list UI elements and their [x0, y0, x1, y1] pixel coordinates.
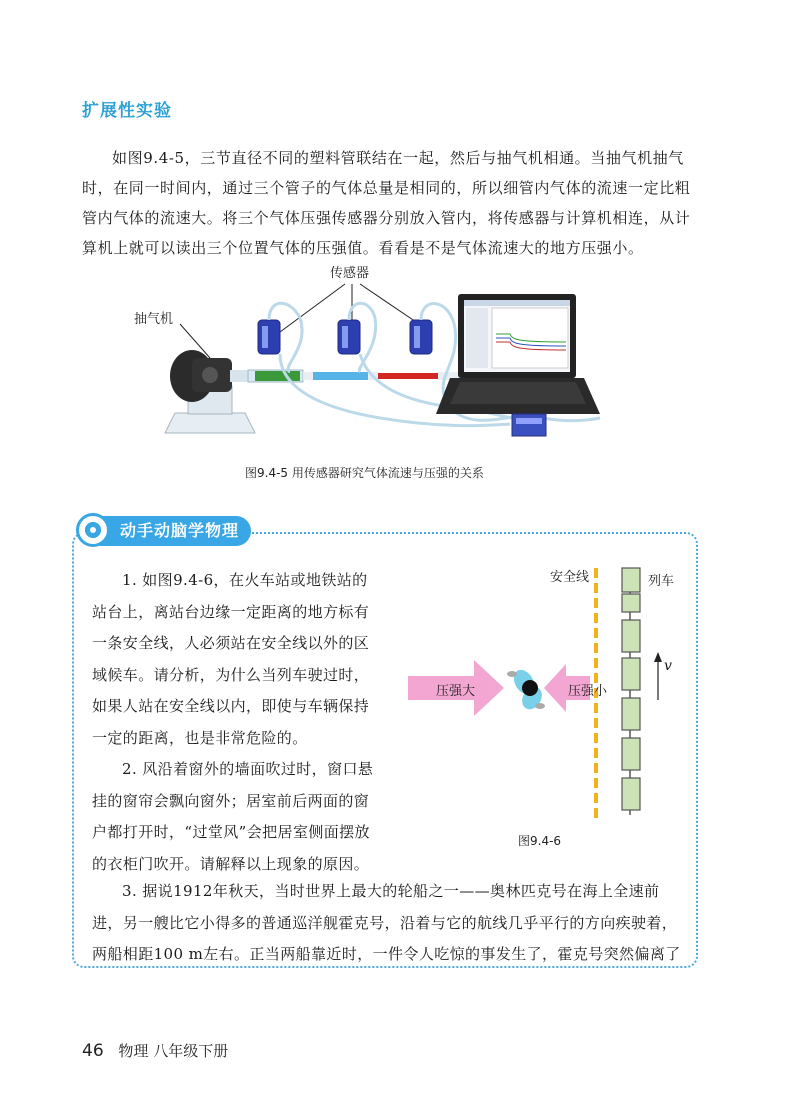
- high-pressure-label: 压强大: [436, 684, 476, 699]
- figure-caption-9-4-6: 图9.4-6: [518, 834, 562, 848]
- figure-caption-9-4-5: 图9.4-5 用传感器研究气体流速与压强的关系: [245, 466, 484, 480]
- exercise-box-title: 动手动脑学物理: [120, 521, 240, 540]
- question-1: 1. 如图9.4-6，在火车站或地铁站的站台上，离站台边缘一定距离的地方标有一条安全线，人必须站在安全线以外的区域候车。请分析，为什么当列车驶过时，如果人站在安全线以内，即使与车辆保持一定的距离，也是非常危险的。: [92, 571, 370, 747]
- low-pressure-label: 压强小: [568, 684, 608, 699]
- question-3-block: [92, 876, 688, 971]
- page-footer: [82, 1040, 228, 1061]
- train-label: 列车: [648, 574, 675, 589]
- figure-sensor-setup: [130, 258, 610, 458]
- sensor-setup-illustration: [130, 258, 610, 458]
- book-title: 物理 八年级下册: [118, 1042, 229, 1060]
- page-number: 46: [82, 1041, 104, 1061]
- exercise-box-header: [80, 516, 251, 546]
- intro-text: 如图9.4-5，三节直径不同的塑料管联结在一起，然后与抽气机相通。当抽气机抽气时，在同一时间内，通过三个管子的气体总量是相同的，所以细管内气体的流速一定比粗管内气体的流速大。将三个气体压强传感器分别放入管内，将传感器与计算机相连，从计算机上就可以读出三个位置气体的压强值。看看是不是气体流速大的地方压强小。: [82, 149, 691, 257]
- velocity-label: v: [664, 658, 672, 674]
- section-title: 扩展性实验: [82, 101, 172, 121]
- intro-paragraph: [82, 143, 702, 263]
- question-2: 2. 风沿着窗外的墙面吹过时，窗口悬挂的窗帘会飘向窗外；居室前后两面的窗户都打开时，“过堂风”会把居室侧面摆放的衣柜门吹开。请解释以上现象的原因。: [92, 760, 374, 873]
- sensor-label: 传感器: [330, 266, 370, 281]
- safety-line-label: 安全线: [550, 570, 590, 585]
- figure-platform: [400, 560, 690, 860]
- exercise-box-title-pill: [80, 516, 251, 546]
- target-icon: [76, 513, 110, 547]
- pump-label: 抽气机: [134, 312, 174, 327]
- question-3: 3. 据说1912年秋天，当时世界上最大的轮船之一——奥林匹克号在海上全速前进，另一艘比它小得多的普通巡洋舰霍克号，沿着与它的航线几乎平行的方向疾驶着，两船相距100 m左右。正当两船靠近时，一件令人吃惊的事发生了，霍克号突然偏离了: [92, 882, 681, 963]
- person-top-view: [507, 666, 546, 713]
- question-column: [92, 565, 376, 880]
